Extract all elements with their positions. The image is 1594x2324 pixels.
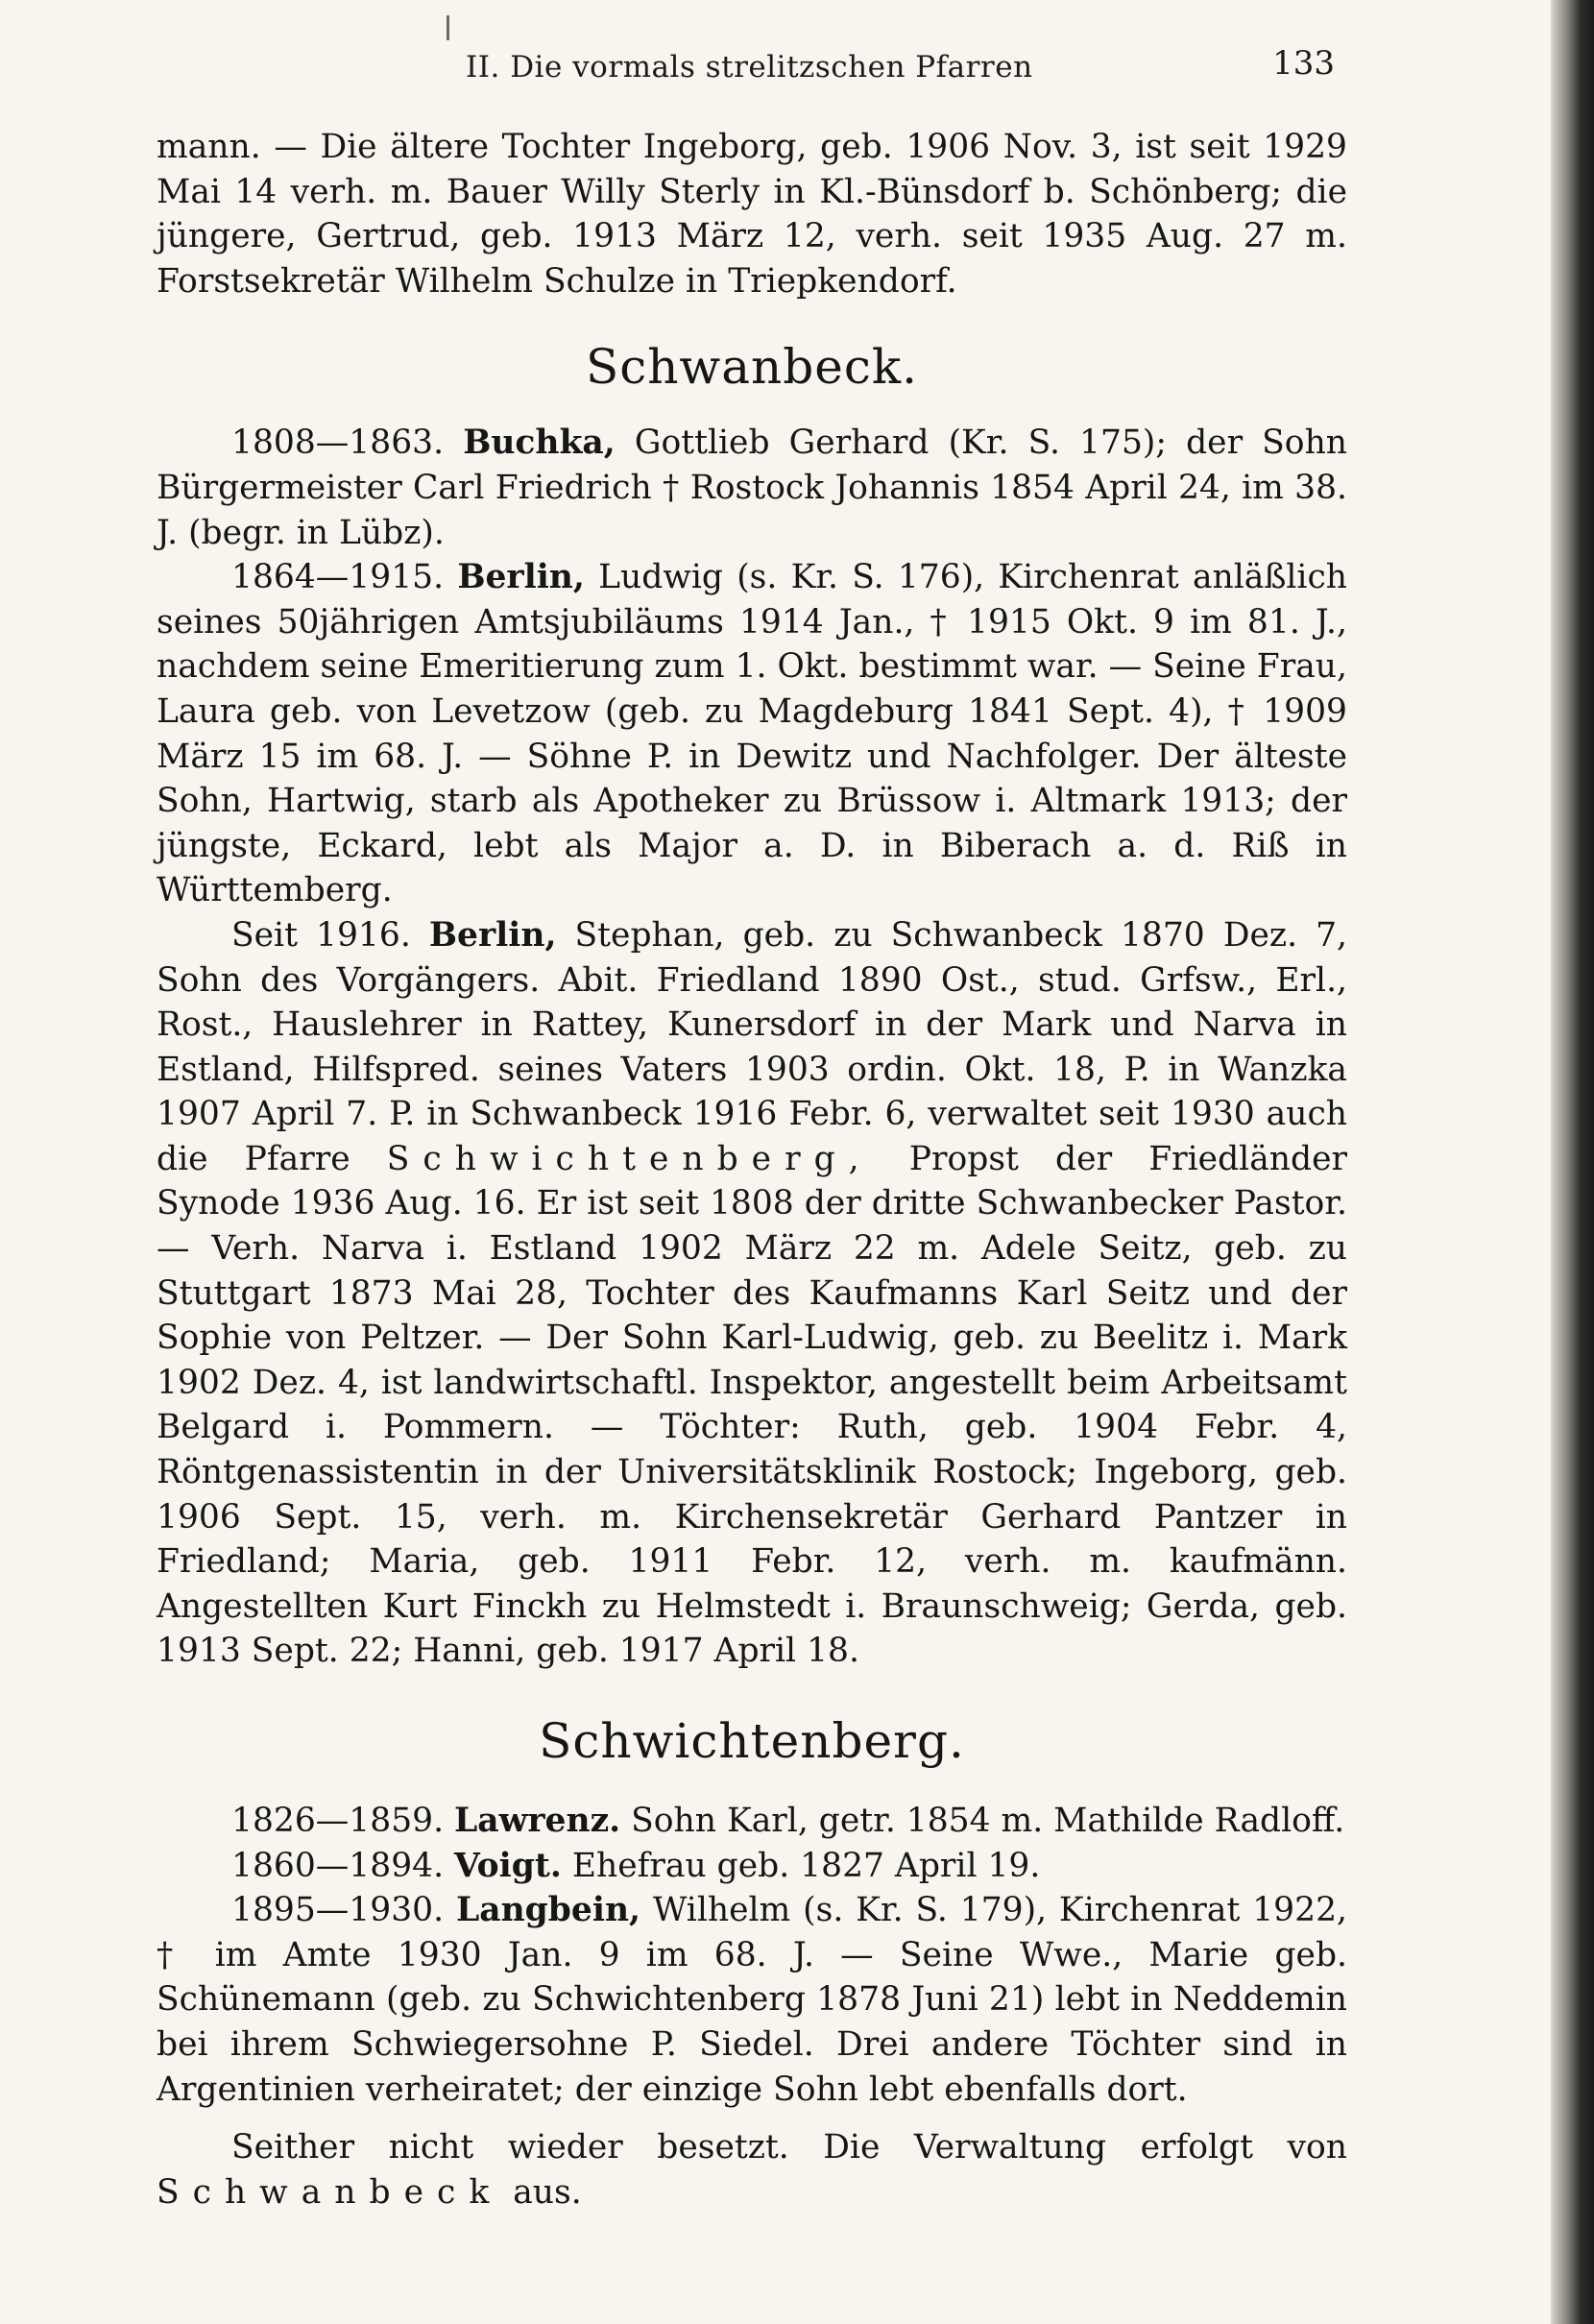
spaced-place-name: Schwichtenberg, (386, 1139, 873, 1178)
running-title: II. Die vormals strelitzschen Pfarren (466, 50, 1033, 85)
closing-text: Seither nicht wieder besetzt. Die Verwaltung erfolgt von (231, 2128, 1347, 2167)
entry-years: 1826—1859. (231, 1802, 445, 1840)
pastor-name: Berlin, (457, 558, 585, 597)
entry-text: Wilhelm (s. Kr. S. 179), Kirchenrat 1922, † im Amte 1930 Jan. 9 im 68. J. — Seine Wwe., Marie geb. Schünemann (geb. zu Schwichtenberg 1878 Juni 21) lebt in Neddemin bei ihrem Schwiegersohne P. Siedel. Drei andere Töchter sind in Argentinien verheiratet; der einzige Sohn lebt ebenfalls dort. (157, 1891, 1347, 2109)
entry-berlin-stephan (157, 913, 1347, 1674)
page-body (157, 125, 1347, 2215)
entry-text: Ehefrau geb. 1827 April 19. (571, 1846, 1041, 1885)
pastor-name: Langbein, (455, 1891, 641, 1930)
entry-text: Stephan, geb. zu Schwanbeck 1870 Dez. 7, Sohn des Vorgängers. Abit. Friedland 1890 Ost., stud. Grfsw., Erl., Rost., Hauslehrer in Rattey, Kunersdorf in der Mark und Narva in Estland, Hilfspred. seines Vaters 1903 ordin. Okt. 18, P. in Wanzka 1907 April 7. P. in Schwanbeck 1916 Febr. 6, verwaltet seit 1930 auch die Pfarre (157, 915, 1348, 1178)
page-number: 133 (1272, 44, 1335, 83)
pastor-name: Voigt. (454, 1846, 562, 1885)
section-heading-schwichtenberg: Schwichtenberg. (539, 1713, 965, 1769)
closing-paragraph (157, 2125, 1347, 2215)
entry-years: 1860—1894. (231, 1846, 445, 1885)
page-mark (447, 15, 449, 40)
spaced-place-name: Schwanbeck (157, 2172, 503, 2212)
entry-text: Sohn Karl, getr. 1854 m. Mathilde Radloff. (631, 1802, 1345, 1840)
closing-end: aus. (513, 2172, 582, 2212)
pastor-name: Lawrenz. (454, 1802, 621, 1840)
entry-text-continued: Propst der Friedländer Synode 1936 Aug. 16. Er ist seit 1808 der dritte Schwanbecker Pastor. — Verh. Narva i. Estland 1902 März 22 m. Adele Seitz, geb. zu Stuttgart 1873 Mai 28, Tochter des Kaufmanns Karl Seitz und der Sophie von Peltzer. — Der Sohn Karl-Ludwig, geb. zu Beelitz i. Mark 1902 Dez. 4, ist landwirtschaftl. Inspektor, angestellt beim Arbeitsamt Belgard i. Pommern. — Töchter: Ruth, geb. 1904 Febr. 4, Röntgenassistentin in der Universitätsklinik Rostock; Ingeborg, geb. 1906 Sept. 15, verh. m. Kirchensekretär Gerhard Pantzer in Friedland; Maria, geb. 1911 Febr. 12, verh. m. kaufmänn. Angestellten Kurt Finckh zu Helmstedt i. Braunschweig; Gerda, geb. 1913 Sept. 22; Hanni, geb. 1917 April 18. (157, 1139, 1347, 1671)
entry-text: Gottlieb Gerhard (Kr. S. 175); der Sohn Bürgermeister Carl Friedrich † Rostock Johannis 1854 April 24, im 38. J. (begr. in Lübz). (157, 424, 1348, 552)
section-heading-schwanbeck: Schwanbeck. (585, 339, 919, 396)
entry-years: 1808—1863. (231, 424, 445, 463)
running-header (154, 44, 1335, 92)
entry-langbein (157, 1888, 1347, 2112)
entry-buchka (157, 421, 1347, 555)
pastor-name: Buchka, (463, 424, 616, 463)
book-gutter-shadow (1551, 0, 1594, 2324)
pastor-name: Berlin, (428, 915, 557, 955)
entry-lawrenz (157, 1799, 1347, 1844)
entry-text: Ludwig (s. Kr. S. 176), Kirchenrat anläßlich seines 50jährigen Amtsjubiläums 1914 Jan., † 1915 Okt. 9 im 81. J., nachdem seine Emeritierung zum 1. Okt. bestimmt war. — Seine Frau, Laura geb. von Levetzow (geb. zu Magdeburg 1841 Sept. 4), † 1909 März 15 im 68. J. — Söhne P. in Dewitz und Nachfolger. Der älteste Sohn, Hartwig, starb als Apotheker zu Brüssow i. Altmark 1913; der jüngste, Eckard, lebt als Major a. D. in Biberach a. d. Riß in Württemberg. (157, 558, 1348, 910)
entry-voigt (157, 1844, 1347, 1889)
entry-years: 1864—1915. (231, 558, 445, 597)
entry-years: Seit 1916. (231, 915, 411, 955)
carryover-paragraph: mann. — Die ältere Tochter Ingeborg, geb. 1906 Nov. 3, ist seit 1929 Mai 14 verh. m. Bauer Willy Sterly in Kl.-Bünsdorf b. Schönberg; die jüngere, Gertrud, geb. 1913 März 12, verh. seit 1935 Aug. 27 m. Forstsekretär Wilhelm Schulze in Triepkendorf. (157, 128, 1347, 301)
entry-berlin-ludwig (157, 555, 1347, 913)
entry-years: 1895—1930. (231, 1891, 445, 1930)
